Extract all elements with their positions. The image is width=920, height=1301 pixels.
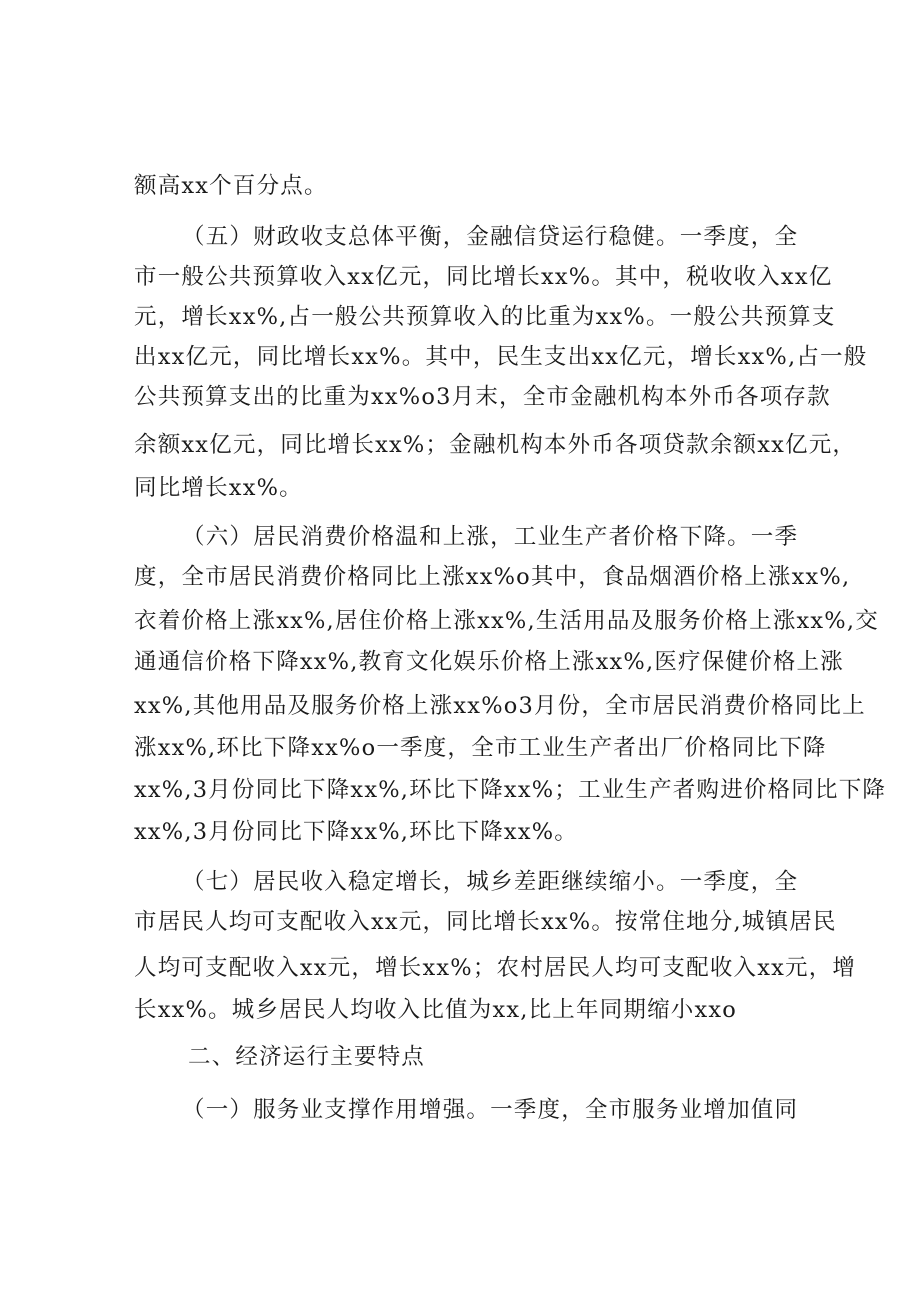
text-line: 市居民人均可支配收入xx元，同比增长xx%。按常住地分,城镇居民 (134, 909, 837, 935)
text-line: 元，增长xx%,占一般公共预算收入的比重为xx%。一般公共预算支 (134, 304, 836, 330)
chapter-heading: 二、经济运行主要特点 (188, 1044, 426, 1070)
text-line: 度，全市居民消费价格同比上涨xx%o其中，食品烟酒价格上涨xx%, (134, 564, 851, 590)
text-line: 涨xx%,环比下降xx%o一季度，全市工业生产者出厂价格同比下降 (134, 735, 827, 761)
text-line: xx%,3月份同比下降xx%,环比下降xx%；工业生产者购进价格同比下降 (134, 777, 887, 803)
text-line: 余额xx亿元，同比增长xx%；金融机构本外币各项贷款余额xx亿元， (134, 432, 857, 458)
text-line: xx%,其他用品及服务价格上涨xx%o3月份，全市居民消费价格同比上 (134, 693, 866, 719)
section-heading-line: （七）居民收入稳定增长，城乡差距继续缩小。一季度，全 (182, 869, 799, 895)
section-heading-line: （五）财政收支总体平衡，金融信贷运行稳健。一季度，全 (182, 224, 799, 250)
text-line: 市一般公共预算收入xx亿元，同比增长xx%。其中，税收收入xx亿 (134, 264, 833, 290)
text-line: 出xx亿元，同比增长xx%。其中，民生支出xx亿元，增长xx%,占一般 (134, 344, 868, 370)
section-heading-line: （六）居民消费价格温和上涨，工业生产者价格下降。一季 (182, 524, 799, 550)
text-line: 额高xx个百分点。 (134, 173, 328, 199)
text-line: xx%,3月份同比下降xx%,环比下降xx%。 (134, 819, 578, 845)
text-line: 衣着价格上涨xx%,居住价格上涨xx%,生活用品及服务价格上涨xx%,交 (134, 608, 879, 634)
text-line: 人均可支配收入xx元，增长xx%；农村居民人均可支配收入xx元，增 (134, 955, 857, 981)
section-heading-line: （一）服务业支撑作用增强。一季度，全市服务业增加值同 (182, 1097, 799, 1123)
text-line: 同比增长xx%。 (134, 475, 303, 501)
text-line: 公共预算支出的比重为xx%o3月末，全市金融机构本外币各项存款 (134, 384, 831, 410)
text-line: 长xx%。城乡居民人均收入比值为xx,比上年同期缩小xxo (134, 997, 738, 1023)
text-line: 通通信价格下降xx%,教育文化娱乐价格上涨xx%,医疗保健价格上涨 (134, 649, 844, 675)
